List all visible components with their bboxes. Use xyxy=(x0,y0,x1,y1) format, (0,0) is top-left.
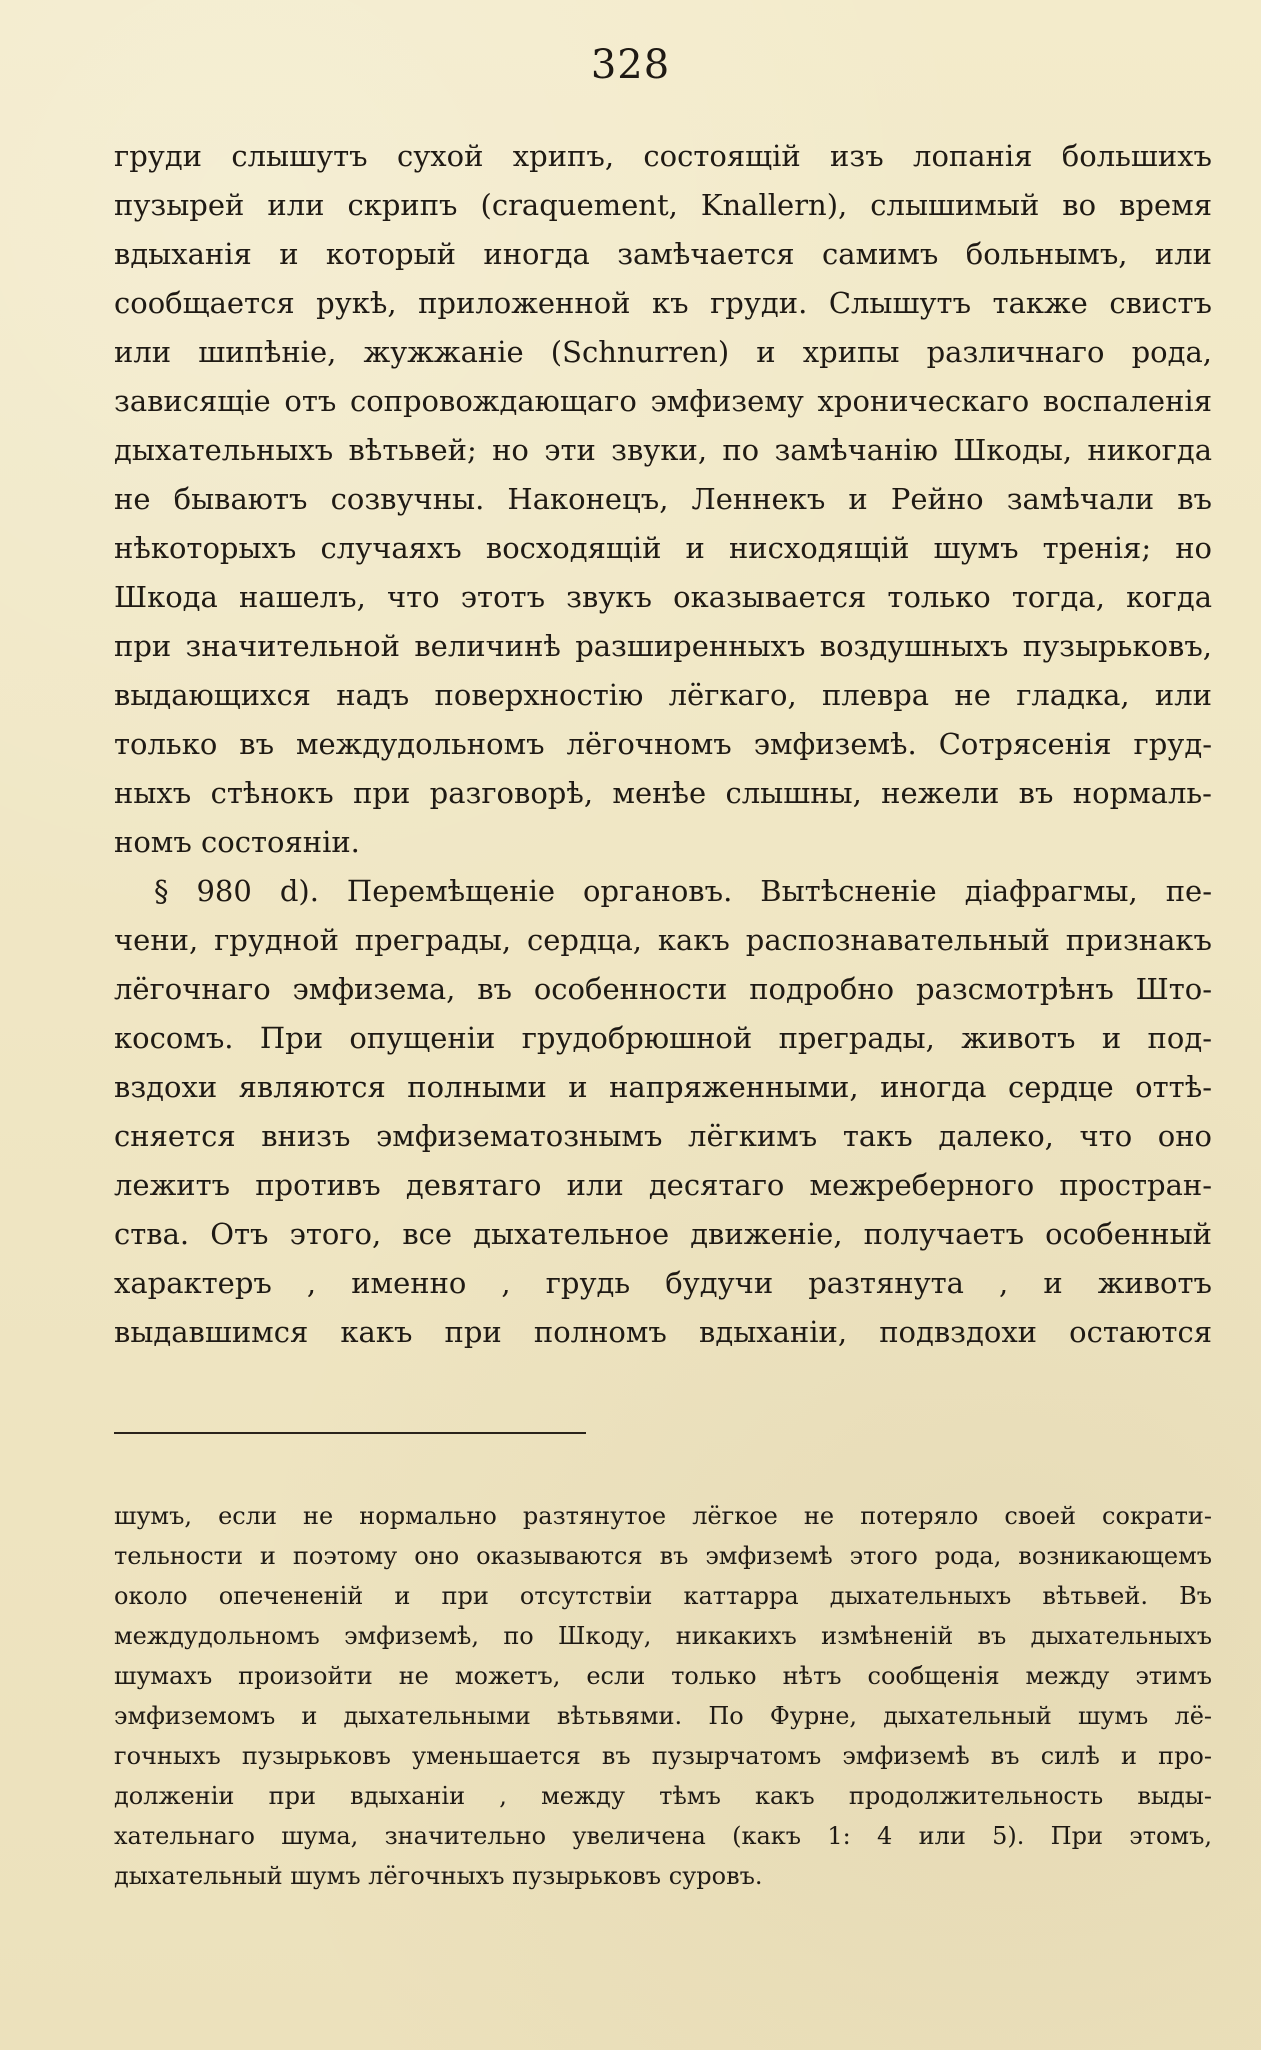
main-line-24: характеръ , именно , грудь будучи разтянута , и животъ xyxy=(114,1266,1212,1300)
page-number: 328 xyxy=(590,42,671,88)
footnote-line-6: эмфиземомъ и дыхательными вѣтьвями. По Фурне, дыхательный шумъ лё- xyxy=(114,1702,1212,1730)
main-line-2: пузырей или скрипъ (craquement, Knallern), слышимый во время xyxy=(114,188,1212,222)
main-line-22: лежитъ противъ девятаго или десятаго межреберного простран- xyxy=(114,1168,1212,1202)
main-line-3: вдыханія и который иногда замѣчается самимъ больнымъ, или xyxy=(114,237,1212,271)
main-line-13: только въ междудольномъ лёгочномъ эмфиземѣ. Сотрясенія груд- xyxy=(114,727,1212,761)
main-line-6: зависящіе отъ сопровождающаго эмфизему хроническаго воспаленія xyxy=(114,384,1212,418)
footnote-line-9: хательнаго шума, значительно увеличена (какъ 1: 4 или 5). При этомъ, xyxy=(114,1822,1212,1850)
main-line-4: сообщается рукѣ, приложенной къ груди. Слышутъ также свистъ xyxy=(114,286,1212,320)
main-line-21: сняется внизъ эмфизематознымъ лёгкимъ такъ далеко, что оно xyxy=(114,1119,1212,1153)
main-line-10: Шкода нашелъ, что этотъ звукъ оказывается только тогда, когда xyxy=(114,580,1212,614)
main-line-7: дыхательныхъ вѣтьвей; но эти звуки, по замѣчанію Шкоды, никогда xyxy=(114,433,1212,467)
main-line-23: ства. Отъ этого, все дыхательное движеніе, получаетъ особенный xyxy=(114,1217,1212,1251)
main-line-8: не бываютъ созвучны. Наконецъ, Леннекъ и Рейно замѣчали въ xyxy=(114,482,1212,516)
footnote-line-3: около опечененій и при отсутствіи каттарра дыхательныхъ вѣтьвей. Въ xyxy=(114,1582,1212,1610)
main-line-1: груди слышутъ сухой хрипъ, состоящій изъ лопанія большихъ xyxy=(114,139,1212,173)
footnote-separator-line xyxy=(114,1432,586,1434)
main-line-17: чени, грудной преграды, сердца, какъ распознавательный признакъ xyxy=(114,923,1212,957)
main-line-20: вздохи являются полными и напряженными, иногда сердце оттѣ- xyxy=(114,1070,1212,1104)
main-line-25: выдавшимся какъ при полномъ вдыханіи, подвздохи остаются xyxy=(114,1315,1212,1349)
main-line-11: при значительной величинѣ разширенныхъ воздушныхъ пузырьковъ, xyxy=(114,629,1212,663)
section-heading-line: § 980 d). Перемѣщеніе органовъ. Вытѣсненіе діафрагмы, пе- xyxy=(154,874,1212,908)
main-line-18: лёгочнаго эмфизема, въ особенности подробно разсмотрѣнъ Што- xyxy=(114,972,1212,1006)
footnote-text xyxy=(114,1496,1212,1896)
main-line-5: или шипѣніе, жужжаніе (Schnurren) и хрипы различнаго рода, xyxy=(114,335,1212,369)
main-body-text xyxy=(114,132,1212,1357)
footnote-line-8: долженіи при вдыханіи , между тѣмъ какъ продолжительность выды- xyxy=(114,1782,1212,1810)
main-line-9: нѣкоторыхъ случаяхъ восходящій и нисходящій шумъ тренія; но xyxy=(114,531,1212,565)
footnote-line-7: гочныхъ пузырьковъ уменьшается въ пузырчатомъ эмфиземѣ въ силѣ и про- xyxy=(114,1742,1212,1770)
footnote-line-2: тельности и поэтому оно оказываются въ эмфиземѣ этого рода, возникающемъ xyxy=(114,1542,1212,1570)
footnote-line-1: шумъ, если не нормально разтянутое лёгкое не потеряло своей сократи- xyxy=(114,1502,1212,1530)
footnote-line-10: дыхательный шумъ лёгочныхъ пузырьковъ суровъ. xyxy=(114,1862,763,1890)
main-line-15: номъ состояніи. xyxy=(114,825,360,859)
footnote-line-5: шумахъ произойти не можетъ, если только нѣтъ сообщенія между этимъ xyxy=(114,1662,1212,1690)
main-line-12: выдающихся надъ поверхностію лёгкаго, плевра не гладка, или xyxy=(114,678,1212,712)
main-line-19: косомъ. При опущеніи грудобрюшной преграды, животъ и под- xyxy=(114,1021,1212,1055)
footnote-line-4: междудольномъ эмфиземѣ, по Шкоду, никакихъ измѣненій въ дыхательныхъ xyxy=(114,1622,1212,1650)
main-line-14: ныхъ стѣнокъ при разговорѣ, менѣе слышны, нежели въ нормаль- xyxy=(114,776,1212,810)
